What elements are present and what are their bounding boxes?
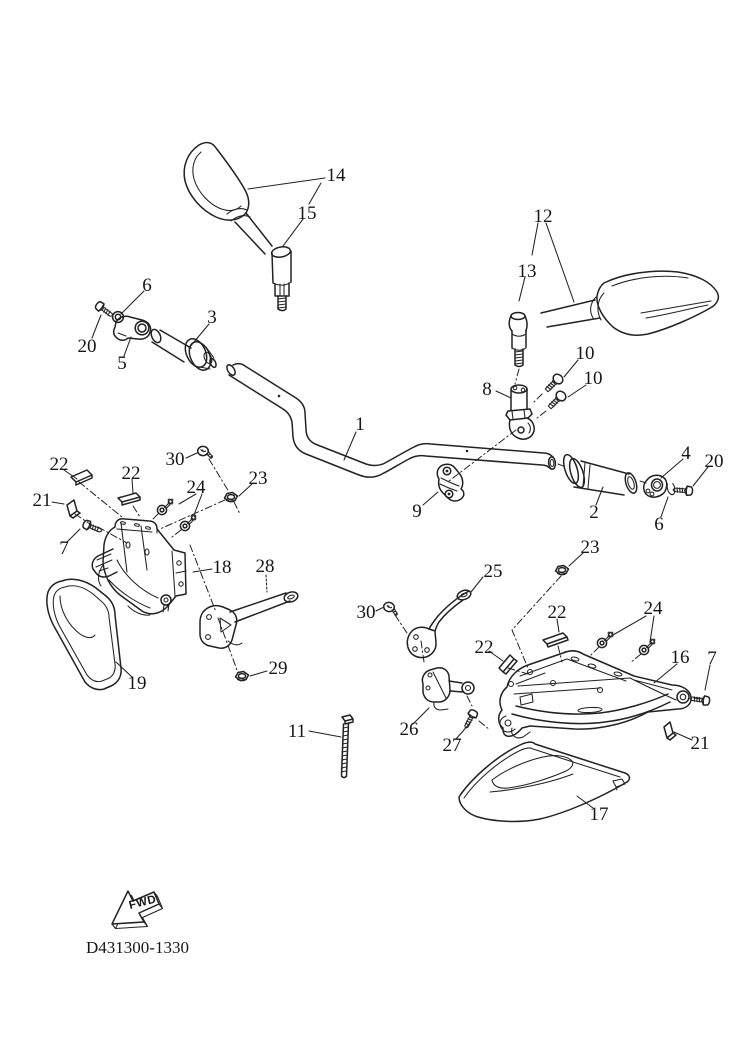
handlebar-drawing — [225, 363, 556, 477]
callout-2: 2 — [589, 502, 599, 523]
callout-10b: 10 — [583, 368, 603, 389]
bolt-7a-drawing — [82, 519, 104, 535]
callout-1: 1 — [355, 414, 365, 435]
callout-11: 11 — [287, 721, 307, 742]
callout-22c: 22 — [547, 602, 567, 623]
bracket-28-drawing — [200, 590, 299, 648]
callout-10a: 10 — [575, 343, 595, 364]
fastener-24b1-drawing — [597, 631, 613, 647]
callout-22b: 22 — [121, 463, 141, 484]
assembly-axis-lines — [75, 369, 700, 730]
callout-24b: 24 — [643, 598, 663, 619]
callout-22d: 22 — [474, 637, 494, 658]
bar-end-mount-4-drawing — [644, 475, 667, 497]
clamp-9-drawing — [437, 464, 464, 501]
mirror-bracket-8-drawing — [506, 385, 534, 439]
callout-21b: 21 — [690, 733, 710, 754]
callout-5: 5 — [117, 353, 127, 374]
bolt-10b-drawing — [546, 389, 568, 411]
callout-7a: 7 — [59, 538, 69, 559]
handguard-bracket-16-drawing — [499, 651, 691, 738]
callout-21a: 21 — [32, 490, 52, 511]
callout-16: 16 — [670, 647, 690, 668]
callout-7b: 7 — [707, 648, 717, 669]
callout-19: 19 — [127, 673, 147, 694]
right-mirror-drawing — [509, 271, 718, 366]
callout-27: 27 — [442, 735, 462, 756]
callout-8: 8 — [482, 379, 492, 400]
callout-17: 17 — [589, 804, 609, 825]
callout-26: 26 — [399, 719, 419, 740]
bracket-25-drawing — [407, 588, 472, 657]
callout-28: 28 — [255, 556, 275, 577]
callout-22a: 22 — [49, 454, 69, 475]
callout-24a: 24 — [186, 477, 206, 498]
fastener-24a1-drawing — [157, 498, 173, 514]
callout-4: 4 — [681, 443, 691, 464]
cable-tie-11-drawing — [341, 715, 353, 778]
callout-18: 18 — [212, 557, 232, 578]
handguard-bracket-18-drawing — [92, 519, 186, 615]
screw-30a-drawing — [198, 446, 213, 458]
callout-14: 14 — [326, 165, 346, 186]
diagram-code: D431300-1330 — [86, 938, 189, 957]
callout-15: 15 — [297, 203, 317, 224]
callout-12: 12 — [533, 206, 553, 227]
fwd-arrow-label: FWD — [127, 893, 158, 912]
callout-20b: 20 — [704, 451, 724, 472]
handguard-shell-19-drawing — [47, 579, 121, 689]
callout-6b: 6 — [654, 514, 664, 535]
callout-13: 13 — [517, 261, 537, 282]
callout-23b: 23 — [580, 537, 600, 558]
bolt-27-drawing — [461, 709, 478, 731]
fastener-24b2-drawing — [639, 638, 655, 654]
right-grip-drawing — [561, 453, 639, 495]
nut-23b-drawing — [556, 566, 569, 575]
callout-25: 25 — [483, 561, 503, 582]
callout-6a: 6 — [142, 275, 152, 296]
callout-20a: 20 — [77, 336, 97, 357]
bracket-26-drawing — [422, 668, 474, 710]
callout-23a: 23 — [248, 468, 268, 489]
bolt-7b-drawing — [690, 694, 711, 706]
callout-29: 29 — [268, 658, 288, 679]
nut-29-drawing — [236, 672, 249, 681]
left-mirror-drawing — [184, 143, 291, 311]
nut-23a-drawing — [225, 493, 238, 502]
screw-30b-drawing — [382, 602, 399, 617]
bolt-20b-drawing — [673, 485, 693, 496]
callout-3: 3 — [207, 307, 217, 328]
callout-9: 9 — [412, 501, 422, 522]
callout-30b: 30 — [356, 602, 376, 623]
callout-30a: 30 — [165, 449, 185, 470]
fwd-direction-arrow — [112, 891, 163, 929]
